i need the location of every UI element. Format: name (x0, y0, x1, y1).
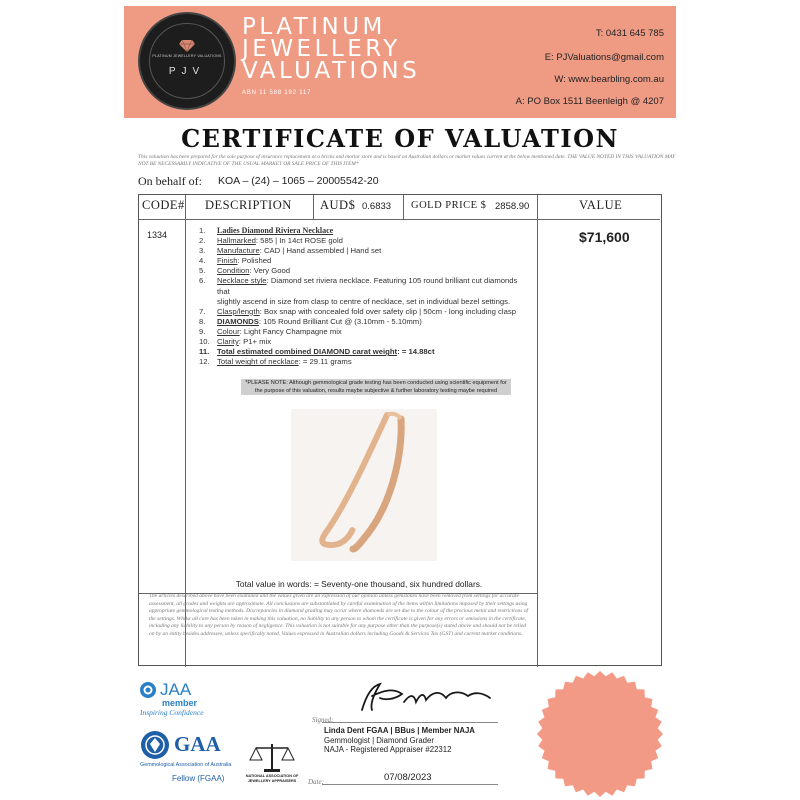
date-line (322, 784, 498, 785)
header-gold-value: 2858.90 (495, 201, 530, 212)
column-divider (537, 195, 538, 667)
brand-name (242, 16, 420, 82)
list-item: 11. Total estimated combined DIAMOND carat weight : = 14.88ct (199, 347, 435, 357)
gaa-emblem-icon (140, 730, 170, 760)
appraiser-registration: NAJA - Registered Appraiser #22312 (324, 745, 452, 755)
list-item: 1. Ladies Diamond Riviera Necklace (199, 226, 334, 235)
list-item: 2. Hallmarked : 585 | In 14ct ROSE gold (199, 236, 343, 246)
logo-monogram: PJV (168, 66, 206, 77)
gaa-label: GAA (174, 732, 221, 756)
signed-label: Signed: (312, 716, 334, 724)
scales-icon (244, 740, 300, 774)
jaa-label: JAA (160, 680, 192, 699)
row-divider (139, 219, 660, 220)
contact-phone: T: 0431 645 785 (595, 28, 664, 39)
behalf-row (138, 174, 379, 189)
item-description-list (199, 226, 529, 367)
list-item: slightly ascend in size from clasp to centre of necklace, set in individual bezel settings. (217, 296, 511, 306)
date-label: Date: (308, 778, 324, 786)
brand-line: PLATINUM (242, 14, 386, 40)
contact-website[interactable]: W: www.bearbling.com.au (554, 74, 664, 85)
appraiser-name: Linda Dent FGAA | BBus | Member NAJA (324, 726, 475, 735)
gaa-fellow-logo (140, 730, 240, 788)
logo-subtitle: PLATINUM JEWELLERY VALUATIONS (152, 54, 222, 58)
header-code: CODE# (142, 198, 185, 212)
column-divider (313, 195, 314, 219)
contact-email[interactable]: E: PJValuations@gmail.com (544, 52, 664, 63)
diamond-icon (179, 40, 195, 52)
list-item: 7. Clasp/length : Box snap with concealed fold over safety clip | 50cm - long including clasp (199, 306, 516, 316)
list-item: 4. Finish : Polished (199, 256, 272, 266)
terms-text: The articles described above have been examined and the values given are an expression of our opinion unless gemstones have been removed from settings for accurate assessment, all grades and weights are approximate. All conclusions are substantiated by careful examination of the items within limitations imposed by their settings using appropriate gemmological testing methods. Discrepancies in diamond grading may occur where diamonds are set due to the colour of the precious metal and restrictions of the settings. Whilst all care has been taken in making this valuation, no liability to any person to whom the certificate is given for any errors or omissions in the certificate, including any liability to any person by reason of negligence. This valuation is not suitable for any purpose other than the purpose(s) stated above and should not be relied on by an entity besides addressee, unless specifically noted. Values expressed in Australian dollars including Goods & Services Tax (GST) and current market conditions. (149, 593, 528, 637)
list-item: 8. DIAMONDS : 105 Round Brilliant Cut @ (3.10mm - 5.10mm) (199, 316, 422, 326)
item-value: $71,600 (579, 229, 630, 245)
header-value: VALUE (579, 198, 623, 212)
logo-badge (138, 12, 236, 110)
seal-icon (536, 670, 664, 798)
item-code: 1334 (147, 230, 168, 240)
contact-address: A: PO Box 1511 Beenleigh @ 4207 (515, 96, 664, 107)
header-banner (124, 6, 676, 118)
jaa-member-logo (138, 680, 218, 720)
header-gold-label: GOLD PRICE $ (411, 200, 487, 211)
list-item: 6. Necklace style: Diamond set riviera necklace. Featuring 105 round brilliant cut diamonds that (199, 276, 518, 296)
gaa-full-name: Gemmological Association of Australia (140, 762, 232, 768)
reference-number: KOA – (24) – 1065 – 20005542-20 (218, 175, 379, 187)
header-aud-label: AUD$ (320, 198, 356, 212)
necklace-photo (291, 409, 437, 561)
valuation-date: 07/08/2023 (384, 772, 432, 783)
disclaimer-text: This valuation has been prepared for the sole purpose of insurance replacement at a bricks and mortar store and is based on Australian dollars or market values current at the below mentioned date. THE VALUE NOTED IN THIS VALUATION MAY NOT BE NECESSARILY INDICATIVE OF THE USUAL MARKET OR SALE PRICE OF THIS ITEM* (138, 154, 676, 167)
logo-ring (149, 23, 225, 99)
signature-icon (350, 676, 500, 720)
total-value-words: Total value in words: = Seventy-one thousand, six hundred dollars. (235, 579, 483, 589)
list-item: 5. Condition : Very Good (199, 266, 291, 276)
list-item: 9. Colour : Light Fancy Champagne mix (199, 326, 342, 336)
valuation-table (138, 194, 662, 666)
behalf-label: On behalf of: (138, 174, 202, 188)
necklace-icon (291, 409, 437, 561)
jaa-tagline: Inspiring Confidence (140, 708, 204, 717)
certificate-title: CERTIFICATE OF VALUATION (181, 124, 619, 153)
list-item: 10. Clarity : P1+ mix (199, 337, 272, 347)
naja-label: NATIONAL ASSOCIATION OF JEWELLERY APPRAISERS (245, 774, 299, 783)
appraiser-title: Gemmologist | Diamond Grader (324, 735, 434, 745)
testing-note: *PLEASE NOTE: Although gemmological grade testing has been conducted using scientific equipment for the purpose of this valuation, results maybe subjective & further laboratory testing maybe required (241, 379, 511, 395)
naja-logo (244, 740, 300, 790)
brand-line: VALUATIONS (242, 58, 421, 84)
abn-number: ABN 11 588 192 117 (242, 90, 312, 96)
signature-line (322, 722, 498, 723)
header-description: DESCRIPTION (205, 198, 292, 212)
jaa-member: member (162, 698, 198, 708)
gaa-fellow: Fellow (FGAA) (172, 774, 225, 783)
appraiser-block (324, 726, 475, 755)
header-aud-value: 0.6833 (362, 201, 392, 212)
list-item: 3. Manufacture : CAD | Hand assembled | Hand set (199, 246, 382, 256)
column-divider (403, 195, 404, 219)
list-item: 12. Total weight of necklace : = 29.11 grams (199, 357, 352, 367)
brand-line: JEWELLERY (242, 36, 401, 62)
